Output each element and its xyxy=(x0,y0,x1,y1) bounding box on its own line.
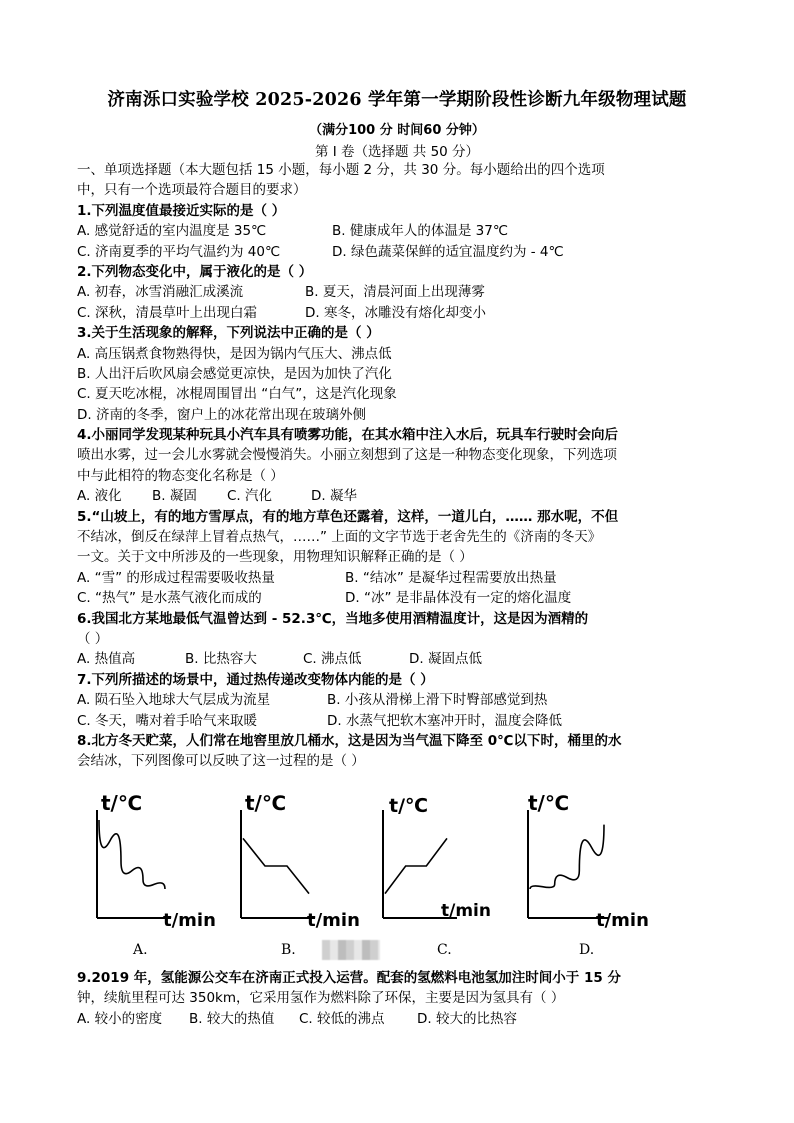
q5-stem-cont: 一文。关于文中所涉及的一些现象，用物理知识解释正确的是（ ） xyxy=(77,549,473,566)
graph-a[interactable] xyxy=(91,790,241,930)
q9-option-a[interactable]: A. 较小的密度 xyxy=(77,1010,163,1027)
q7-option-c[interactable]: C. 冬天，嘴对着手哈气来取暖 xyxy=(77,712,258,729)
graph-c-y-label: t/℃ xyxy=(389,795,429,817)
graph-a-curve xyxy=(99,820,165,889)
q7-stem: 7.下列所描述的场景中，通过热传递改变物体内能的是（ ） xyxy=(77,671,434,688)
graph-b[interactable] xyxy=(235,790,385,930)
q6-options xyxy=(77,649,719,669)
q4-stem-cont: 中与此相符的物态变化名称是（ ） xyxy=(77,467,284,484)
section-intro: 一、单项选择题（本大题包括 15 小题，每小题 2 分，共 30 分。每小题给出的四个选项 xyxy=(77,162,605,178)
q5-options-row-1 xyxy=(77,568,719,588)
q5-option-a[interactable]: A. “雪” 的形成过程需要吸收热量 xyxy=(77,569,275,586)
q2-option-b[interactable]: B. 夏天，清晨河面上出现薄雾 xyxy=(305,284,485,301)
graph-d-plot xyxy=(520,790,670,930)
q1-stem: 1.下列温度值最接近实际的是（ ） xyxy=(77,202,286,219)
q6-option-c[interactable]: C. 沸点低 xyxy=(303,651,362,668)
q5-option-d[interactable]: D. “冰” 是非晶体没有一定的熔化温度 xyxy=(345,590,572,607)
q7-options-row-2 xyxy=(77,711,719,731)
graph-d-x-label: t/min xyxy=(596,910,649,930)
q3-stem: 3.关于生活现象的解释，下列说法中正确的是（ ） xyxy=(77,325,380,342)
q6-option-d[interactable]: D. 凝固点低 xyxy=(409,651,482,668)
section-intro-cont: 中，只有一个选项最符合题目的要求） xyxy=(77,182,307,199)
q1-option-b[interactable]: B. 健康成年人的体温是 37℃ xyxy=(332,223,508,240)
q1-option-c[interactable]: C. 济南夏季的平均气温约为 40℃ xyxy=(77,243,281,260)
graph-b-label: B. xyxy=(281,942,296,958)
q3-option-c[interactable]: C. 夏天吃冰棍，冰棍周围冒出 “白气”，这是汽化现象 xyxy=(77,386,397,403)
graph-b-plot xyxy=(235,790,385,930)
question-list-continued xyxy=(77,968,719,1029)
graph-a-y-label: t/℃ xyxy=(101,791,143,815)
q2-option-d[interactable]: D. 寒冬，冰雕没有熔化却变小 xyxy=(305,304,486,321)
q3-option-d[interactable]: D. 济南的冬季，窗户上的冰花常出现在玻璃外侧 xyxy=(77,406,366,423)
q9-option-b[interactable]: B. 较大的热值 xyxy=(189,1010,275,1027)
blurred-watermark xyxy=(322,940,380,960)
q1-options-row-2 xyxy=(77,242,719,262)
q7-options-row-1 xyxy=(77,690,719,710)
q9-options xyxy=(77,1009,719,1029)
q4-option-c[interactable]: C. 汽化 xyxy=(227,488,273,505)
graph-b-x-label: t/min xyxy=(307,910,360,930)
graph-a-label: A. xyxy=(133,942,148,958)
q1-options-row-1 xyxy=(77,221,719,241)
q7-option-d[interactable]: D. 水蒸气把软木塞冲开时，温度会降低 xyxy=(327,712,562,729)
q4-stem-cont: 喷出水雾，过一会儿水雾就会慢慢消失。小丽立刻想到了这是一种物态变化现象，下列选项 xyxy=(77,447,617,464)
q6-stem-cont: （ ） xyxy=(77,630,109,647)
q9-stem-cont: 钟，续航里程可达 350km，它采用氢作为燃料除了环保，主要是因为氢具有（ ） xyxy=(77,990,565,1007)
page-title: 济南泺口实验学校 2025-2026 学年第一学期阶段性诊断九年级物理试题 xyxy=(107,90,687,110)
q9-option-d[interactable]: D. 较大的比热容 xyxy=(417,1010,517,1027)
graph-c[interactable] xyxy=(377,790,527,930)
volume-heading: 第 I 卷（选择题 共 50 分） xyxy=(314,144,480,160)
q1-option-d[interactable]: D. 绿色蔬菜保鲜的适宜温度约为 - 4℃ xyxy=(332,243,564,260)
q5-option-c[interactable]: C. “热气” 是水蒸气液化而成的 xyxy=(77,590,262,607)
graph-a-x-label: t/min xyxy=(163,910,216,930)
graph-c-x-label: t/min xyxy=(441,901,491,921)
q2-options-row-1 xyxy=(77,282,719,302)
q1-option-a[interactable]: A. 感觉舒适的室内温度是 35℃ xyxy=(77,223,267,240)
q8-stem: 8.北方冬天贮菜，人们常在地窖里放几桶水，这是因为当气温下降至 0℃以下时，桶里的水 xyxy=(77,732,622,749)
graph-c-label: C. xyxy=(437,942,452,958)
q8-graphs xyxy=(77,790,719,970)
q2-option-a[interactable]: A. 初春，冰雪消融汇成溪流 xyxy=(77,284,244,301)
graph-b-curve xyxy=(243,838,309,893)
graph-c-curve xyxy=(385,838,447,893)
graph-a-plot xyxy=(91,790,241,930)
q8-stem-cont: 会结冰，下列图像可以反映了这一过程的是（ ） xyxy=(77,753,365,770)
q3-option-b[interactable]: B. 人出汗后吹风扇会感觉更凉快，是因为加快了汽化 xyxy=(77,365,392,382)
q5-options-row-2 xyxy=(77,588,719,608)
q7-option-a[interactable]: A. 陨石坠入地球大气层成为流星 xyxy=(77,692,271,709)
q4-options xyxy=(77,486,719,506)
q2-stem: 2.下列物态变化中，属于液化的是（ ） xyxy=(77,263,313,280)
q4-option-b[interactable]: B. 凝固 xyxy=(152,488,197,505)
graph-d-curve xyxy=(530,825,604,889)
graph-c-plot xyxy=(377,790,527,930)
q5-stem: 5.“山坡上，有的地方雪厚点，有的地方草色还露着，这样，一道儿白，…… 那水呢，不但 xyxy=(77,508,619,525)
question-list xyxy=(77,160,719,772)
q9-stem: 9.2019 年，氢能源公交车在济南正式投入运营。配套的氢燃料电池氢加注时间小于 15 分 xyxy=(77,970,621,986)
q2-option-c[interactable]: C. 深秋，清晨草叶上出现白霜 xyxy=(77,304,258,321)
q5-option-b[interactable]: B. “结冰” 是凝华过程需要放出热量 xyxy=(345,569,557,586)
q5-stem-cont: 不结冰，倒反在绿萍上冒着点热气，……” 上面的文字节选于老舍先生的《济南的冬天》 xyxy=(77,529,602,546)
q6-option-b[interactable]: B. 比热容大 xyxy=(185,651,257,668)
graph-d-y-label: t/℃ xyxy=(528,791,570,815)
q6-stem: 6.我国北方某地最低气温曾达到 - 52.3℃，当地多使用酒精温度计，这是因为酒精的 xyxy=(77,610,589,627)
q3-option-a[interactable]: A. 高压锅煮食物熟得快，是因为锅内气压大、沸点低 xyxy=(77,345,392,362)
graph-b-y-label: t/℃ xyxy=(245,791,287,815)
q7-option-b[interactable]: B. 小孩从滑梯上滑下时臀部感觉到热 xyxy=(327,692,548,709)
graph-d-label: D. xyxy=(579,942,595,958)
graph-d[interactable] xyxy=(520,790,670,930)
q4-stem: 4.小丽同学发现某种玩具小汽车具有喷雾功能，在其水箱中注入水后，玩具车行驶时会向后 xyxy=(77,427,619,444)
q2-options-row-2 xyxy=(77,303,719,323)
q4-option-d[interactable]: D. 凝华 xyxy=(311,488,357,505)
exam-subtitle: （满分100 分 时间60 分钟） xyxy=(309,123,485,138)
q9-option-c[interactable]: C. 较低的沸点 xyxy=(299,1010,385,1027)
q4-option-a[interactable]: A. 液化 xyxy=(77,488,122,505)
q6-option-a[interactable]: A. 热值高 xyxy=(77,651,136,668)
